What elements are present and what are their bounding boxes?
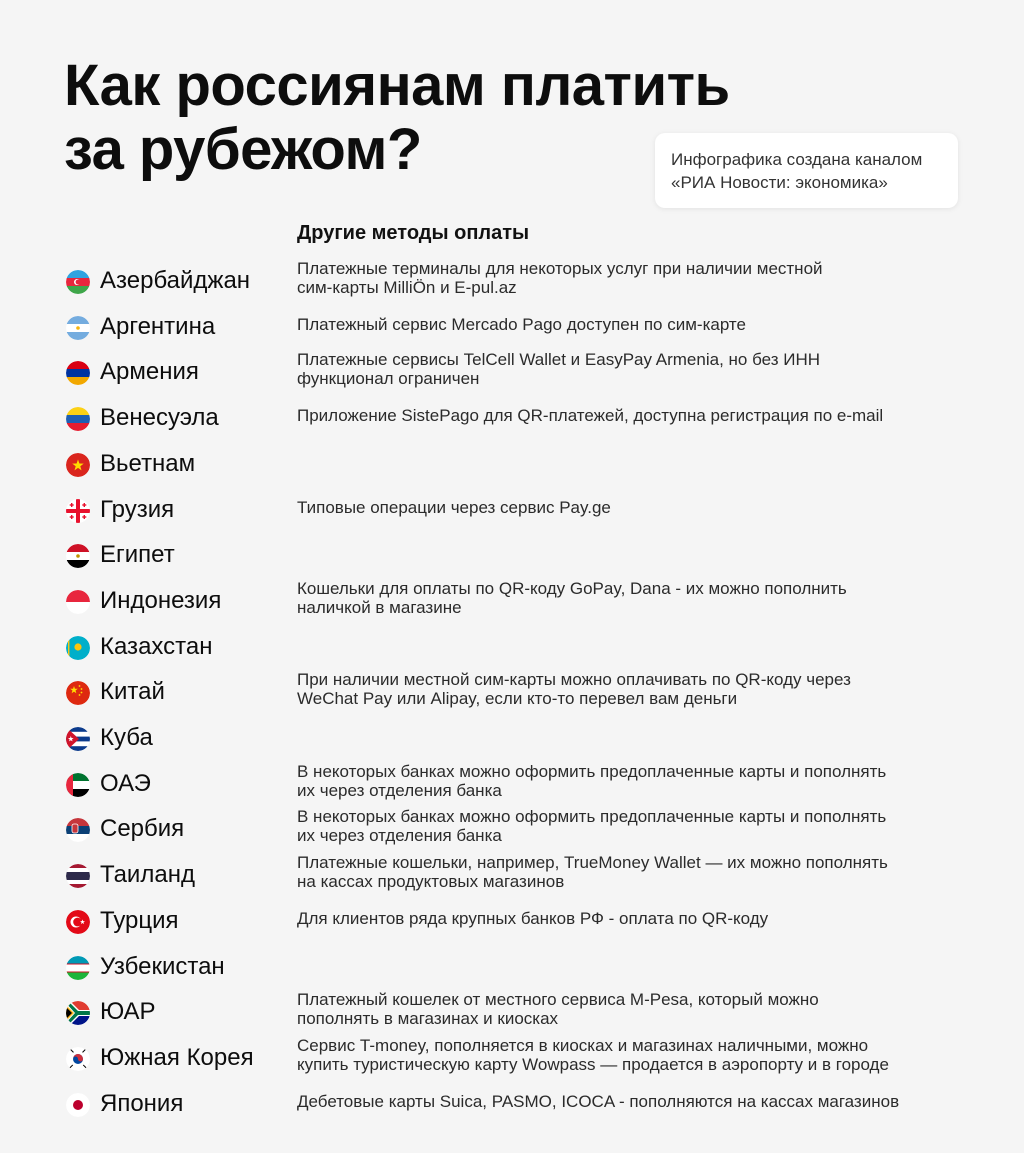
description-line-2: купить туристическую карту Wowpass — продается в аэропорту и в городе — [297, 1054, 889, 1074]
description-line-1: Платежный сервис Mercado Pago доступен по сим-карте — [297, 314, 746, 334]
description-line-1: Платежный кошелек от местного сервиса M-Pesa, который можно — [297, 990, 819, 1010]
country-name: Казахстан — [100, 632, 213, 660]
country-name: Таиланд — [100, 861, 195, 889]
uzbekistan-flag-icon — [66, 956, 90, 980]
country-row — [66, 990, 966, 1034]
country-name: Грузия — [100, 495, 175, 523]
description-line-2: на кассах продуктовых магазинов — [297, 872, 565, 892]
country-name: Аргентина — [100, 312, 216, 340]
argentina-flag-icon — [66, 316, 90, 340]
country-row — [66, 350, 966, 394]
title-line-2: за рубежом? — [64, 117, 422, 182]
payment-method-description — [297, 259, 977, 297]
country-row — [66, 400, 966, 440]
credit-line-1: Инфографика создана каналом — [671, 150, 923, 169]
payment-method-description — [297, 406, 977, 425]
payment-method-description — [297, 498, 977, 517]
title-line-1: Как россиянам платить — [64, 53, 730, 118]
description-line-1: При наличии местной сим-карты можно оплачивать по QR-коду через — [297, 670, 851, 690]
china-flag-icon — [66, 681, 90, 705]
country-name: Азербайджан — [100, 267, 251, 294]
description-line-2: сим-карты MilliÖn и E-pul.az — [297, 278, 517, 297]
description-line-1: Приложение SistePago для QR-платежей, доступна регистрация по e-mail — [297, 406, 884, 426]
country-name: Южная Корея — [100, 1043, 254, 1071]
country-row — [66, 309, 966, 349]
country-name: Египет — [100, 541, 175, 569]
armenia-flag-icon — [66, 361, 90, 385]
description-line-1: Платежные терминалы для некоторых услуг при наличии местной — [297, 259, 823, 278]
egypt-flag-icon — [66, 544, 90, 568]
country-name: Венесуэла — [100, 404, 219, 432]
description-line-2: WeChat Pay или Alipay, если кто-то перевел вам деньги — [297, 689, 738, 709]
country-name: ОАЭ — [100, 769, 151, 797]
description-line-1: Дебетовые карты Suica, PASMO, ICOCA - пополняются на кассах магазинов — [297, 1091, 900, 1111]
description-line-1: Сервис T-money, пополняется в киосках и магазинах наличными, можно — [297, 1035, 869, 1055]
country-name: Сербия — [100, 815, 185, 843]
country-row — [66, 670, 966, 714]
georgia-flag-icon — [66, 499, 90, 523]
country-name: ЮАР — [100, 998, 156, 1026]
cuba-flag-icon — [66, 727, 90, 751]
description-line-2: наличкой в магазине — [297, 597, 462, 617]
payment-method-description — [297, 1036, 977, 1074]
payment-method-description — [297, 807, 977, 845]
country-row — [66, 949, 966, 989]
country-row — [66, 720, 966, 760]
description-line-2: их через отделения банка — [297, 826, 502, 846]
country-row — [66, 446, 966, 486]
country-name: Вьетнам — [100, 449, 196, 477]
country-row — [66, 761, 966, 806]
venezuela-flag-icon — [66, 407, 90, 431]
description-line-2: функционал ограничен — [297, 369, 480, 389]
south-korea-flag-icon — [66, 1047, 90, 1071]
vietnam-flag-icon — [66, 453, 90, 477]
description-line-2: их через отделения банка — [297, 780, 502, 800]
indonesia-flag-icon — [66, 590, 90, 614]
description-line-1: В некоторых банках можно оформить предоплаченные карты и пополнять — [297, 807, 887, 827]
description-line-2: пополнять в магазинах и киосках — [297, 1009, 559, 1029]
country-row — [66, 807, 966, 851]
payment-method-description — [297, 670, 977, 708]
thailand-flag-icon — [66, 864, 90, 888]
kazakhstan-flag-icon — [66, 636, 90, 660]
description-line-1: В некоторых банках можно оформить предоплаченные карты и пополнять — [297, 761, 887, 781]
payment-method-description — [297, 990, 977, 1028]
turkey-flag-icon — [66, 910, 90, 934]
south-africa-flag-icon — [66, 1001, 90, 1025]
country-row — [66, 492, 966, 532]
country-row — [66, 578, 966, 623]
description-line-1: Платежные кошельки, например, TrueMoney Wallet — их можно пополнять — [297, 853, 888, 873]
payment-method-description — [297, 853, 977, 891]
payment-method-description — [297, 315, 977, 334]
serbia-flag-icon — [66, 818, 90, 842]
country-row — [66, 259, 966, 303]
credit-card — [655, 133, 958, 208]
payment-method-description — [297, 1092, 977, 1111]
payment-method-description — [297, 909, 977, 928]
country-row — [66, 629, 966, 669]
japan-flag-icon — [66, 1093, 90, 1117]
country-name: Япония — [100, 1089, 184, 1117]
country-row — [66, 903, 966, 943]
country-row — [66, 1035, 966, 1080]
description-line-1: Кошельки для оплаты по QR-коду GoPay, Dana - их можно пополнить — [297, 578, 847, 598]
country-name: Индонезия — [100, 586, 222, 614]
country-row — [66, 537, 966, 577]
credit-line-2: «РИА Новости: экономика» — [671, 173, 888, 192]
column-header: Другие методы оплаты — [297, 222, 530, 244]
country-name: Турция — [100, 906, 179, 934]
country-name: Куба — [100, 724, 153, 751]
country-name: Армения — [100, 358, 199, 386]
description-line-1: Для клиентов ряда крупных банков РФ - оплата по QR-коду — [297, 908, 769, 928]
uae-flag-icon — [66, 773, 90, 797]
country-row — [66, 1086, 966, 1126]
payment-method-description — [297, 579, 977, 617]
payment-method-description — [297, 350, 977, 388]
description-line-1: Платежные сервисы TelCell Wallet и EasyPay Armenia, но без ИНН — [297, 350, 820, 370]
azerbaijan-flag-icon — [66, 270, 90, 294]
country-name: Узбекистан — [100, 952, 225, 980]
country-row — [66, 853, 966, 897]
payment-method-description — [297, 762, 977, 800]
description-line-1: Типовые операции через сервис Pay.ge — [297, 497, 611, 517]
country-name: Китай — [100, 678, 165, 706]
